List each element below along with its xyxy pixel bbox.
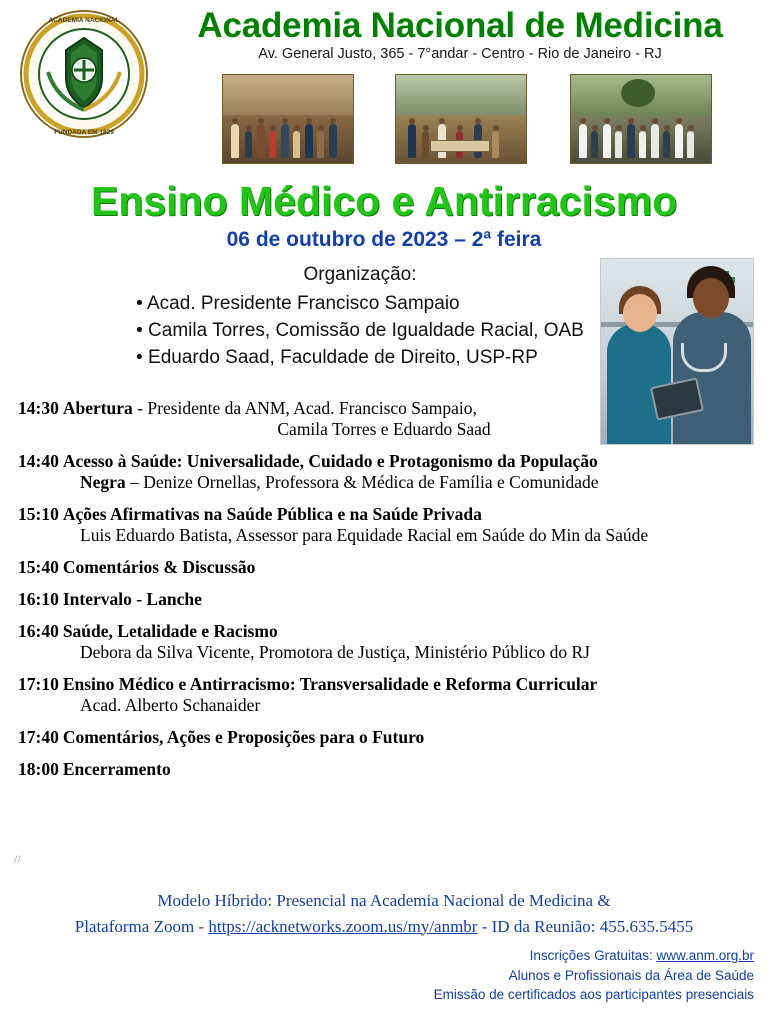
- schedule-row: [0, 557, 768, 578]
- organization-label: Organização:: [303, 264, 417, 285]
- schedule-row: [0, 727, 768, 748]
- list-item: • Eduardo Saad, Faculdade de Direito, USP-RP: [136, 346, 538, 368]
- schedule-title: Encerramento: [62, 759, 171, 779]
- schedule-row: [0, 621, 768, 663]
- list-item: • Camila Torres, Comissão de Igualdade Racial, OAB: [136, 319, 584, 341]
- schedule-speaker: – Denize Ornellas, Professora & Médica de Família e Comunidade: [125, 472, 599, 492]
- schedule-time: 15:10: [18, 504, 59, 524]
- tiny-mark: //: [14, 852, 21, 866]
- painting-assembly-image: [222, 74, 354, 164]
- organization-member-list: [136, 291, 584, 372]
- schedule-time: 17:40: [18, 727, 59, 747]
- schedule-title: Acesso à Saúde: Universalidade, Cuidado e Protagonismo da População: [62, 451, 598, 471]
- registration-line-3: Emissão de certificados aos participantes presenciais: [433, 987, 754, 1003]
- schedule-time: 15:40: [18, 557, 59, 577]
- zoom-link[interactable]: https://acknetworks.zoom.us/my/anmbr: [208, 916, 478, 936]
- svg-text:FUNDADA EM 1829: FUNDADA EM 1829: [54, 129, 114, 136]
- hybrid-line-2: [0, 914, 768, 940]
- schedule-title: Saúde, Letalidade e Racismo: [62, 621, 278, 641]
- svg-text:ACADEMIA NACIONAL: ACADEMIA NACIONAL: [48, 17, 120, 24]
- page-header: [0, 0, 768, 136]
- schedule-time: 16:10: [18, 589, 59, 609]
- schedule-speaker: Debora da Silva Vicente, Promotora de Justiça, Ministério Público do RJ: [80, 642, 590, 662]
- registration-line-1: [334, 946, 754, 966]
- schedule-speaker: Acad. Alberto Schanaider: [80, 695, 261, 715]
- hybrid-line-1: Modelo Híbrido: Presencial na Academia Nacional de Medicina &: [157, 891, 611, 910]
- registration-info: [334, 946, 754, 1005]
- schedule-time: 14:30: [18, 398, 59, 418]
- schedule-title: Ações Afirmativas na Saúde Pública e na Saúde Privada: [62, 504, 482, 524]
- schedule-list: [0, 398, 768, 791]
- schedule-title: Intervalo - Lanche: [62, 589, 202, 609]
- schedule-speaker: Luis Eduardo Batista, Assessor para Equidade Racial em Saúde do Min da Saúde: [80, 525, 649, 545]
- schedule-title: Comentários, Ações e Proposições para o Futuro: [62, 727, 425, 747]
- schedule-row: [0, 759, 768, 780]
- registration-line-2: Alunos e Profissionais da Área de Saúde: [508, 967, 754, 983]
- schedule-title: Abertura: [62, 398, 133, 418]
- registration-label: Inscrições Gratuitas:: [529, 948, 657, 963]
- painting-group-portrait-image: [570, 74, 712, 164]
- schedule-time: 18:00: [18, 759, 59, 779]
- schedule-time: 17:10: [18, 674, 59, 694]
- hybrid-line-2-pre: Plataforma Zoom -: [74, 916, 209, 936]
- schedule-title-cont: Negra: [80, 472, 126, 492]
- event-date: 06 de outubro de 2023 – 2ª feira: [226, 228, 542, 251]
- schedule-time: 14:40: [18, 451, 59, 471]
- schedule-row: [0, 398, 768, 440]
- hybrid-meeting-id: - ID da Reunião: 455.635.5455: [477, 916, 694, 936]
- schedule-title: Comentários & Discussão: [62, 557, 256, 577]
- schedule-row: [0, 589, 768, 610]
- schedule-row: [0, 674, 768, 716]
- schedule-row: [0, 451, 768, 493]
- anm-website-link[interactable]: www.anm.org.br: [656, 948, 754, 963]
- painting-signing-image: [395, 74, 527, 164]
- schedule-time: 16:40: [18, 621, 59, 641]
- schedule-title-plain: - Presidente da ANM, Acad. Francisco Sampaio,: [132, 398, 477, 418]
- organization-block: [120, 262, 600, 372]
- schedule-row: [0, 504, 768, 546]
- hybrid-info: [0, 888, 768, 939]
- organization-title: Academia Nacional de Medicina: [197, 6, 723, 45]
- schedule-title: Ensino Médico e Antirracismo: Transversalidade e Reforma Curricular: [62, 674, 598, 694]
- page-title: Ensino Médico e Antirracismo: [90, 178, 678, 224]
- schedule-subtitle: Camila Torres e Eduardo Saad: [277, 419, 491, 439]
- organization-address: Av. General Justo, 365 - 7°andar - Centro - Rio de Janeiro - RJ: [258, 46, 662, 62]
- list-item: • Acad. Presidente Francisco Sampaio: [136, 292, 460, 314]
- painting-strip: [0, 74, 768, 166]
